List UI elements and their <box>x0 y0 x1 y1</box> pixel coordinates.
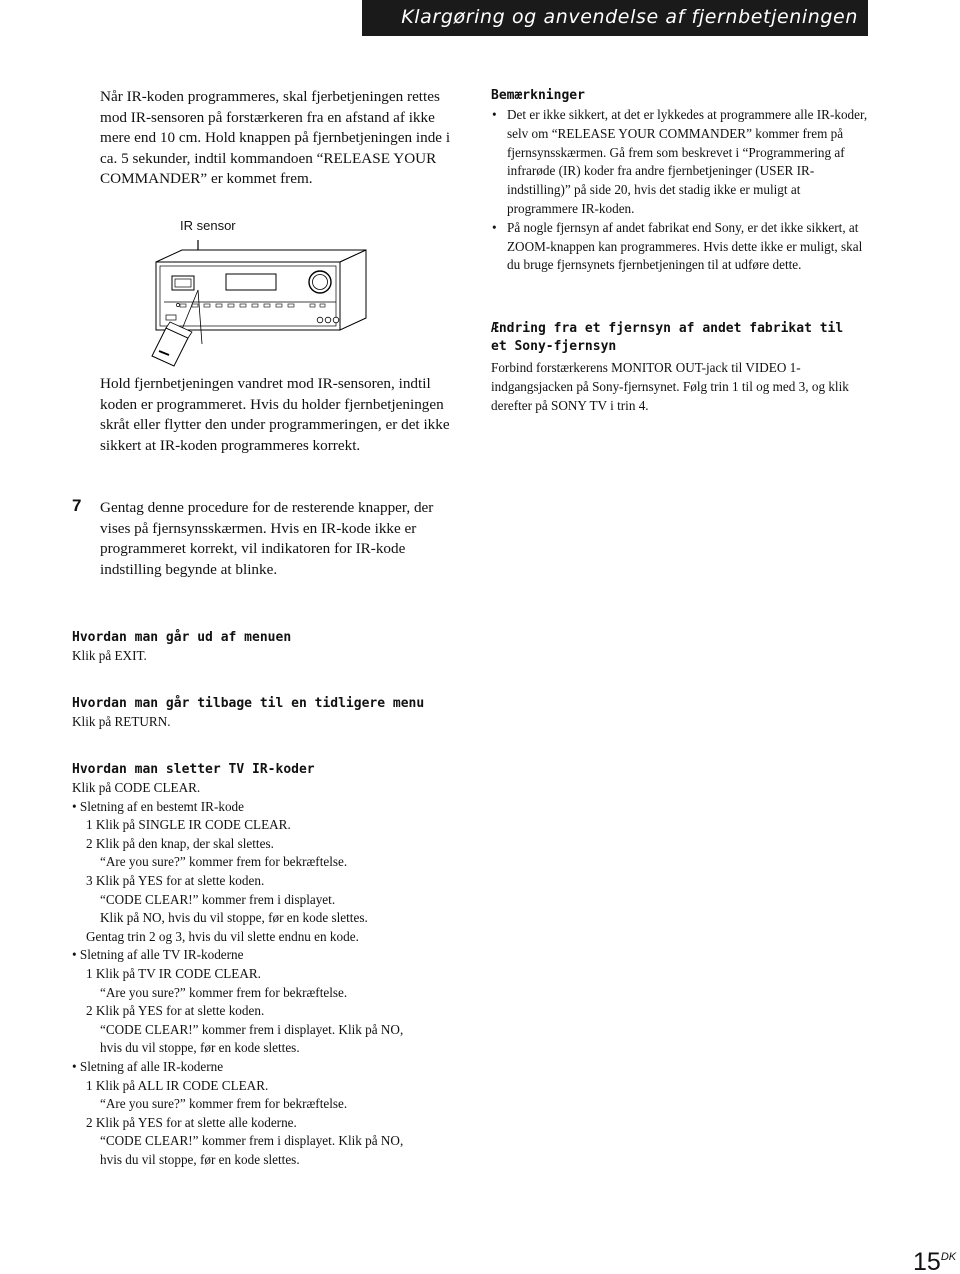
list-item: • Sletning af en bestemt IR-kode <box>72 798 244 814</box>
front-display <box>226 274 276 290</box>
front-jack-1 <box>317 317 323 323</box>
hold-instruction: Hold fjernbetjeningen vandret mod IR-sensoren, indtil koden er programmeret. Hvis du holder fjernbetjeningen skråt eller flytter den under programmeringen, er det ikke sikkert at IR-koden programmeres korrekt. <box>100 375 450 454</box>
list-item: 1 Klik på ALL IR CODE CLEAR. <box>86 1077 269 1093</box>
note-item: • Det er ikke sikkert, at det er lykkedes at programmere alle IR-koder, selv om “RELEASE YOUR COMMANDER” kommer frem på fjernsynsskærmen. Gå frem som beskrevet i “Programmering af infrarøde (IR) koder fra andre fjernbetjeninger (USER IR-indstilling)” på side 20, hvis det stadig ikke er muligt at programmere IR-koden. <box>491 106 871 219</box>
list-item: 2 Klik på den knap, der skal slettes. <box>86 835 274 851</box>
exit-menu-title: Hvordan man går ud af menuen <box>72 630 292 645</box>
list-item: hvis du vil stoppe, før en kode slettes. <box>100 1040 300 1056</box>
amplifier-side <box>340 250 366 330</box>
list-item: “Are you sure?” kommer frem for bekræftelse. <box>100 854 348 870</box>
notes-list <box>491 106 871 275</box>
list-item: 2 Klik på YES for at slette koden. <box>86 1003 265 1019</box>
page-number <box>913 1248 956 1274</box>
clear-codes-list <box>72 798 492 1170</box>
list-item: 3 Klik på YES for at slette koden. <box>86 872 265 888</box>
front-jack-3 <box>333 317 339 323</box>
notes-title: Bemærkninger <box>491 88 585 103</box>
list-item: Klik på NO, hvis du vil stoppe, før en kode slettes. <box>100 910 368 926</box>
step-text: Gentag denne procedure for de resterende knapper, der vises på fjernsynsskærmen. Hvis en IR-kode ikke er programmeret korrekt, vil indikatoren for IR-kode indstilling begynde at blinke. <box>100 499 434 578</box>
return-menu-section <box>72 695 492 732</box>
page-number-value: 15 <box>913 1248 941 1274</box>
front-jack-2 <box>325 317 331 323</box>
sony-section-text: Forbind forstærkerens MONITOR OUT-jack til VIDEO 1-indgangsjacken på Sony-fjernsynet. Følg trin 1 til og med 3, og klik derefter på SONY TV i trin 4. <box>491 360 849 413</box>
list-item: Gentag trin 2 og 3, hvis du vil slette endnu en kode. <box>86 928 359 944</box>
intro-paragraph: Når IR-koden programmeres, skal fjerbetjeningen rettes mod IR-sensoren på forstærkeren fra en afstand af ikke mere end 10 cm. Hold knappen på fjernbetjeningen inde i ca. 5 sekunder, indtil kommandoen “RELEASE YOUR COMMANDER” er kommet frem. <box>100 88 451 188</box>
list-item: “Are you sure?” kommer frem for bekræftelse. <box>100 1096 348 1112</box>
list-item: hvis du vil stoppe, før en kode slettes. <box>100 1151 300 1167</box>
list-item: 1 Klik på TV IR CODE CLEAR. <box>86 965 261 981</box>
list-item: “CODE CLEAR!” kommer frem i displayet. Klik på NO, <box>100 1133 404 1149</box>
exit-menu-text: Klik på EXIT. <box>72 648 147 663</box>
clear-codes-title: Hvordan man sletter TV IR-koder <box>72 762 315 777</box>
ir-sensor-label: IR sensor <box>180 218 236 233</box>
note-item: • På nogle fjernsyn af andet fabrikat end Sony, er det ikke sikkert, at ZOOM-knappen kan programmeres. Hvis dette ikke er muligt, skal du bruge fjernsynets fjernbetjeningen til at udføre dette. <box>491 219 871 275</box>
list-item: 2 Klik på YES for at slette alle koderne. <box>86 1114 297 1130</box>
header-bar <box>362 0 868 36</box>
list-item: • Sletning af alle IR-koderne <box>72 1058 224 1074</box>
clear-codes-section <box>72 761 492 1169</box>
sony-section-title: Ændring fra et fjernsyn af andet fabrikat til et Sony-fjernsyn <box>491 321 844 354</box>
list-item: “Are you sure?” kommer frem for bekræftelse. <box>100 984 348 1000</box>
list-item: “CODE CLEAR!” kommer frem i displayet. <box>100 891 336 907</box>
page-header-title: Klargøring og anvendelse af fjernbetjeningen <box>401 6 858 28</box>
exit-menu-section <box>72 629 492 666</box>
list-item: “CODE CLEAR!” kommer frem i displayet. Klik på NO, <box>100 1021 404 1037</box>
return-menu-title: Hvordan man går tilbage til en tidligere menu <box>72 696 425 711</box>
step-number: 7 <box>72 496 82 515</box>
list-item: • Sletning af alle TV IR-koderne <box>72 947 244 963</box>
return-menu-text: Klik på RETURN. <box>72 714 171 729</box>
list-item: 1 Klik på SINGLE IR CODE CLEAR. <box>86 817 291 833</box>
power-button <box>166 315 176 320</box>
clear-codes-intro: Klik på CODE CLEAR. <box>72 780 201 795</box>
amplifier-illustration <box>140 240 380 370</box>
page-number-suffix: DK <box>940 1251 957 1263</box>
amplifier-front <box>156 262 340 330</box>
amplifier-top <box>156 250 366 262</box>
